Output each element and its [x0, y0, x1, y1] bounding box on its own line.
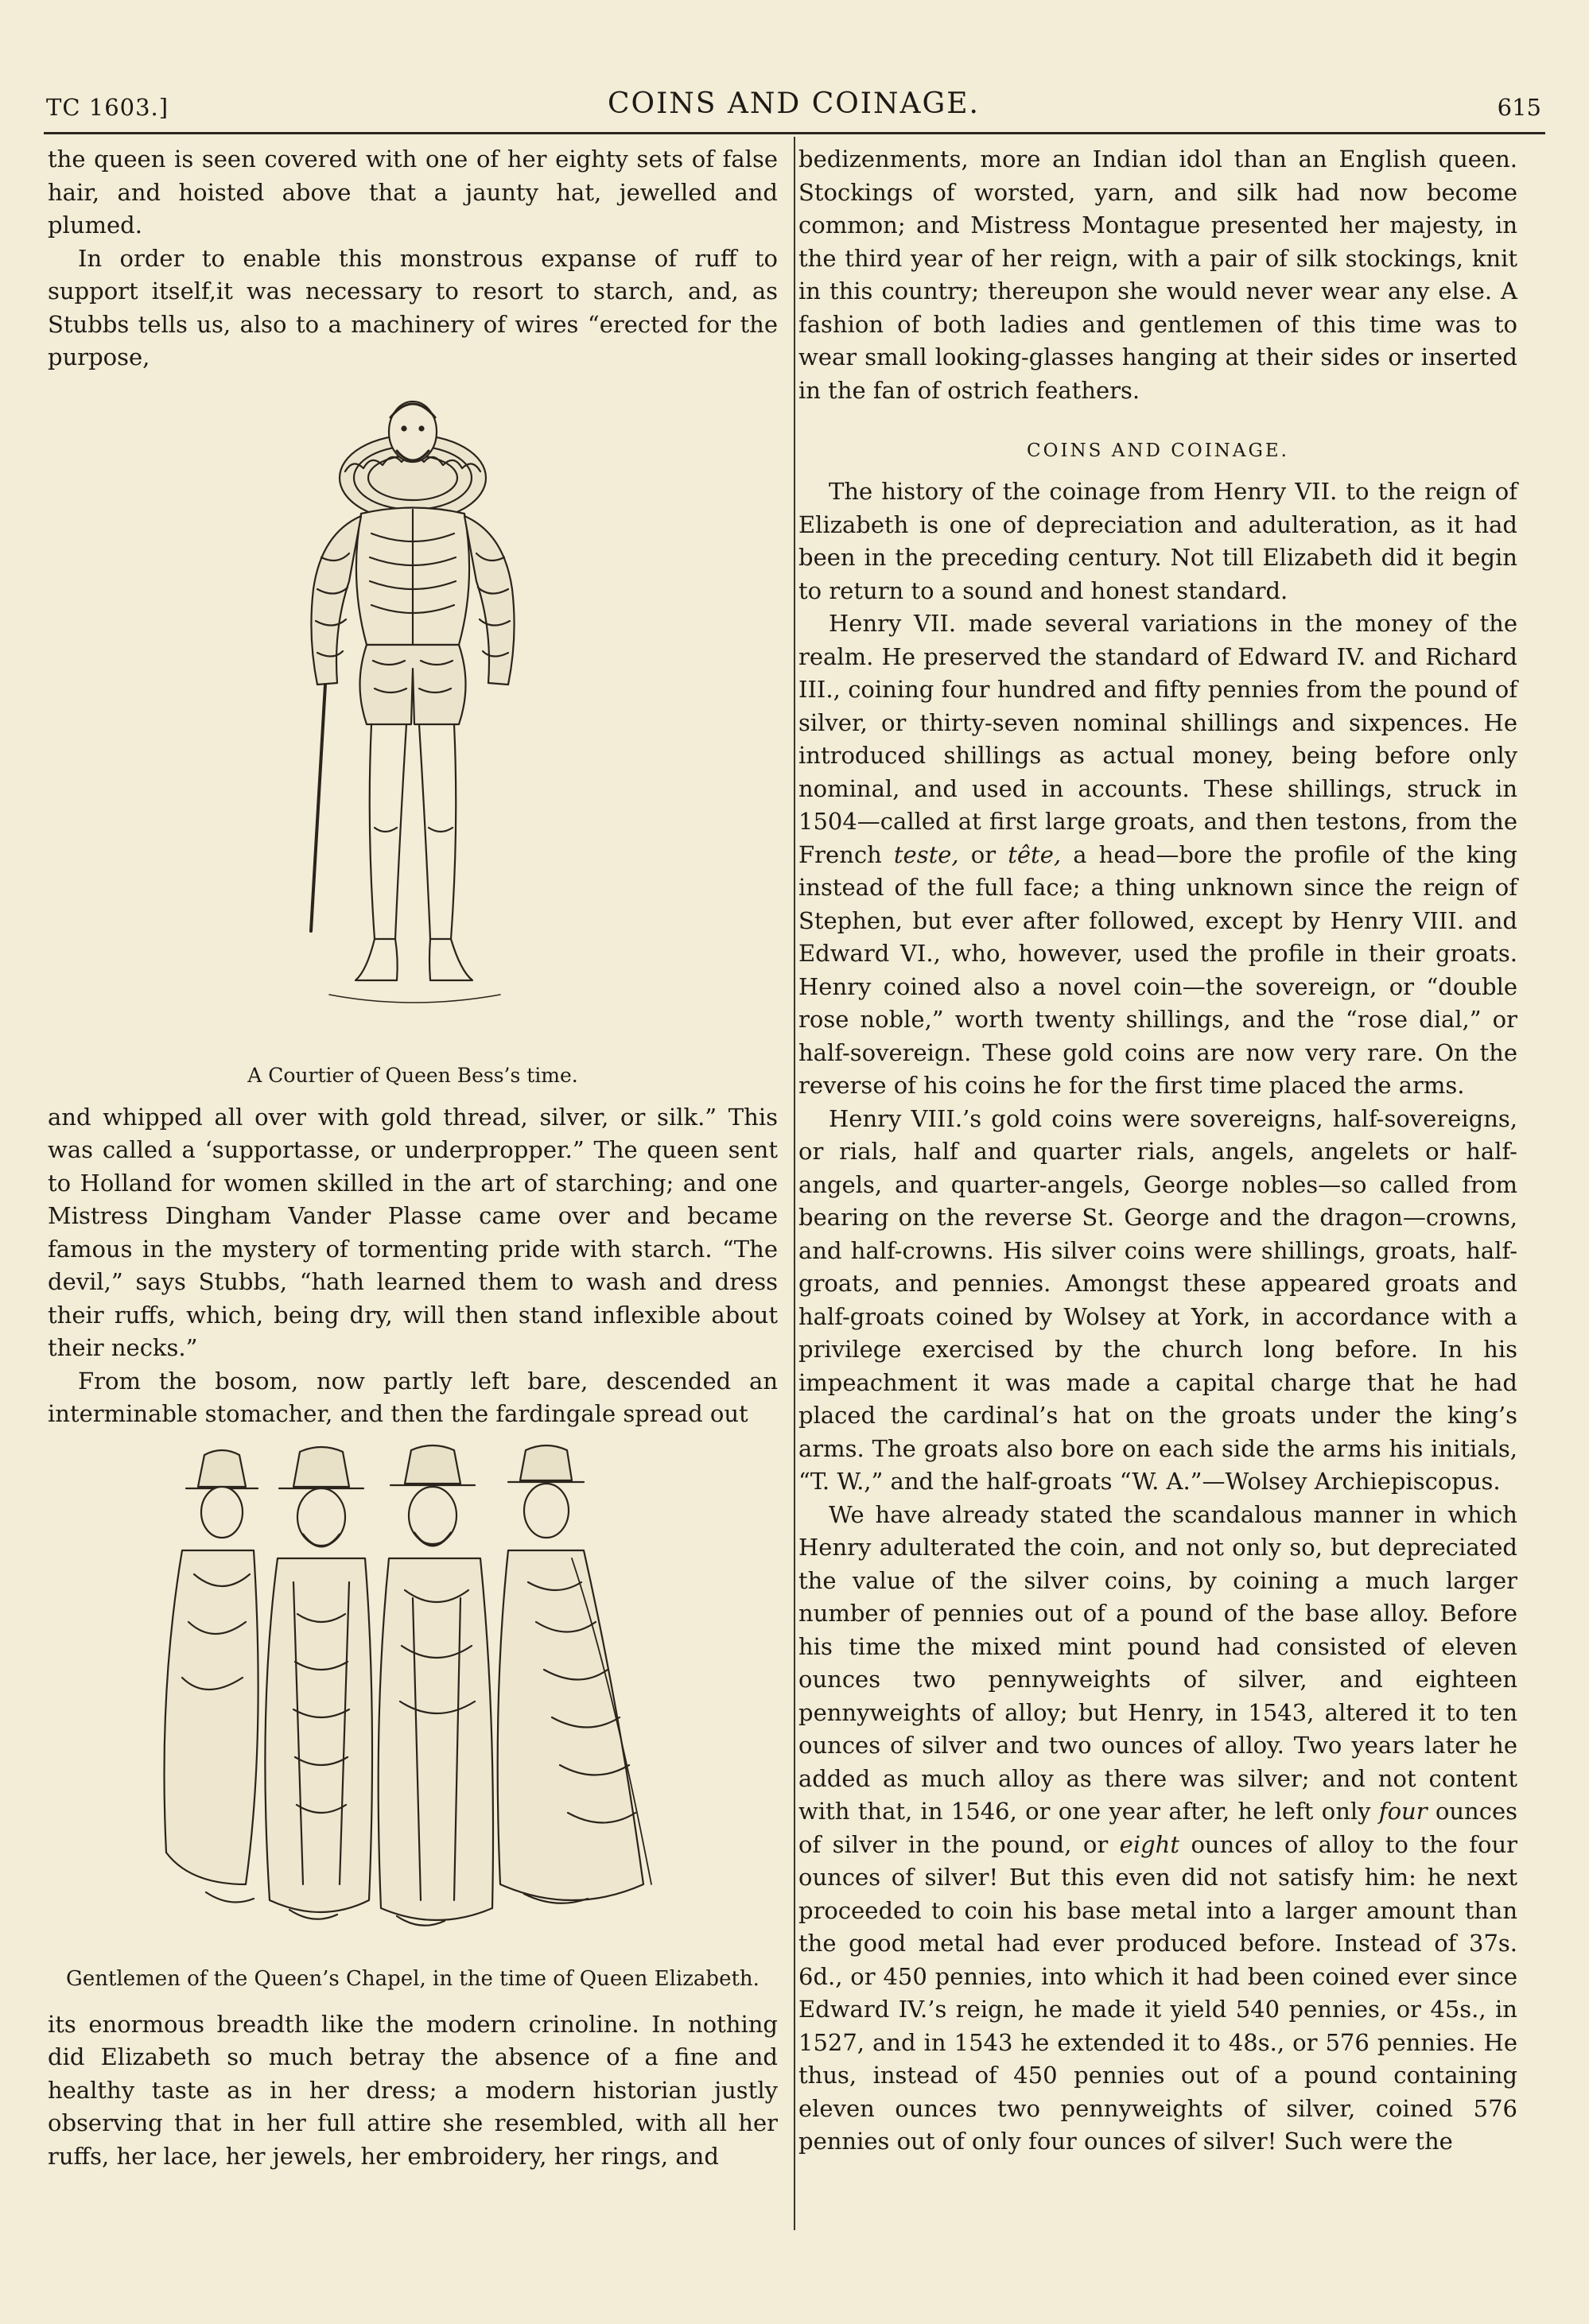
right-paragraph-4: Henry VIII.’s gold coins were sovereigns, half-sovereigns, or rials, half and quarter rials, angels, angelets or half-angels, and quarter-angels, George nobles—so called from bearing on the reverse St. George and the dragon—crowns, and half-crowns. His silver coins were shillings, groats, half-groats, and pennies. Amongst these appeared groats and half-groats coined by Wolsey at York, in accordance with a privilege exercised by the church long before. In his impeachment it was made a capital charge that he had placed the cardinal’s hat on the groats under the king’s arms. The groats also bore on each side the arms his initials, “T. W.,” and the half-groats “W. A.”—Wolsey Archiepiscopus.	[798, 1104, 1517, 1495]
right-column	[798, 143, 1517, 2159]
p5-text-a: We have already stated the scandalous manner in which Henry adulterated the coin, and not only so, but depreciated the value of the silver coins, by coining a much larger number of pennies out of a pound of the base alloy. Before his time the mixed mint pound had consisted of eleven ounces two pennyweights of silver, and eighteen pennyweights of alloy; but Henry, in 1543, altered it to ten ounces of silver and two ounces of alloy. Two years later he added as much alloy as there was silver; and not content with that, in 1546, or one year after, he left only	[798, 1500, 1517, 1825]
courtier-illustration	[158, 382, 667, 1062]
running-head-left: TC 1603.]	[46, 94, 169, 121]
column-rule	[794, 137, 795, 2230]
header-rule	[44, 132, 1545, 134]
left-paragraph-4: From the bosom, now partly left bare, descended an interminable stomacher, and then the fardingale spread out	[48, 1367, 778, 1427]
p3-text-b: a head—bore the profile of the king instead of the full face; a thing unknown since the reign of Stephen, but ever after followed, except by Henry VIII. and Edward VI., who, however, used the profile in their groats. Henry coined also a novel coin—the sovereign, or “double rose noble,” worth twenty shillings, and the “rose dial,” or half-sovereign. These gold coins are now very rare. On the reverse of his coins he for the first time placed the arms.	[798, 840, 1517, 1099]
page-number: 615	[1497, 94, 1541, 121]
figure-caption-chapel: Gentlemen of the Queen’s Chapel, in the time of Queen Elizabeth.	[66, 1966, 760, 1991]
left-paragraph-5: its enormous breadth like the modern crinoline. In nothing did Elizabeth so much betray the absence of a fine and healthy taste as in her dress; a modern historian justly observing that in her full attire she resembled, with all her ruffs, her lace, her jewels, her embroidery, her rings, and	[48, 2010, 778, 2170]
right-paragraph-2: The history of the coinage from Henry VII. to the reign of Elizabeth is one of depreciation and adulteration, as it had been in the preceding century. Not till Elizabeth did it begin to return to a sound and honest standard.	[798, 478, 1517, 604]
p3-italic-teste: teste,	[893, 840, 959, 868]
left-paragraph-1: the queen is seen covered with one of her eighty sets of false hair, and hoisted above that a jaunty hat, jewelled and plumed.	[48, 145, 778, 239]
p3-italic-tete: tête,	[1008, 840, 1062, 868]
left-paragraph-3: and whipped all over with gold thread, silver, or silk.” This was called a ‘supportasse, or underpropper.” The queen sent to Holland for women skilled in the art of starching; and one Mistress Dingham Vander Plasse came over and became famous in the mystery of tormenting pride with starch. “The devil,” says Stubbs, “hath learned them to wash and dress their ruffs, which, being dry, will then stand inflexible about their necks.”	[48, 1103, 778, 1361]
left-paragraph-2: In order to enable this monstrous expanse of ruff to support itself,it was necessary to resort to starch, and, as Stubbs tells us, also to a machinery of wires “erected for the purpose,	[48, 244, 778, 371]
p5-italic-eight: eight	[1119, 1830, 1179, 1858]
figure-courtier	[48, 382, 778, 1087]
p3-text-or: or	[958, 840, 1008, 868]
p5-italic-four: four	[1378, 1798, 1428, 1825]
p5-text-mid: ounces of silver in the pound, or	[798, 1798, 1517, 1858]
left-column	[48, 143, 778, 2173]
right-paragraph-5	[798, 1499, 1517, 2159]
right-paragraph-1: bedizenments, more an Indian idol than an English queen. Stockings of worsted, yarn, and silk had now become common; and Mistress Montague presented her majesty, in the third year of her reign, with a pair of silk stockings, knit in this country; thereupon she would never wear any else. A fashion of both ladies and gentlemen of this time was to wear small looking-glasses hanging at their sides or inserted in the fan of ostrich feathers.	[798, 145, 1517, 404]
figure-caption-courtier: A Courtier of Queen Bess’s time.	[247, 1063, 578, 1087]
running-head-title: COINS AND COINAGE.	[608, 87, 980, 120]
p5-text-b: ounces of alloy to the four ounces of silver! But this even did not satisfy him: he next proceeded to coin his base metal into a larger amount than the good metal had ever produced before. Instead of 37s. 6d., or 450 pennies, into which it had been coined ever since Edward IV.’s reign, he made it yield 540 pennies, or 45s., in 1527, and in 1543 he extended it to 48s., or 576 pennies. He thus, instead of 450 pennies out of a pound containing eleven ounces two pennyweights of silver, coined 576 pennies out of only four ounces of silver! Such were the	[798, 1830, 1517, 2155]
section-heading: COINS AND COINAGE.	[1027, 440, 1289, 461]
figure-chapel-gentlemen	[48, 1439, 778, 1991]
p3-text-a: Henry VII. made several variations in the money of the realm. He preserved the standard of Edward IV. and Richard III., coining four hundred and fifty pennies from the pound of silver, or thirty-seven nominal shillings and sixpences. He introduced shillings as actual money, being before only nominal, and used in accounts. These shillings, struck in 1504—called at first large groats, and then testons, from the French	[798, 610, 1517, 868]
right-paragraph-3	[798, 607, 1517, 1103]
running-head	[46, 87, 1541, 130]
chapel-gentlemen-illustration	[95, 1439, 731, 1964]
